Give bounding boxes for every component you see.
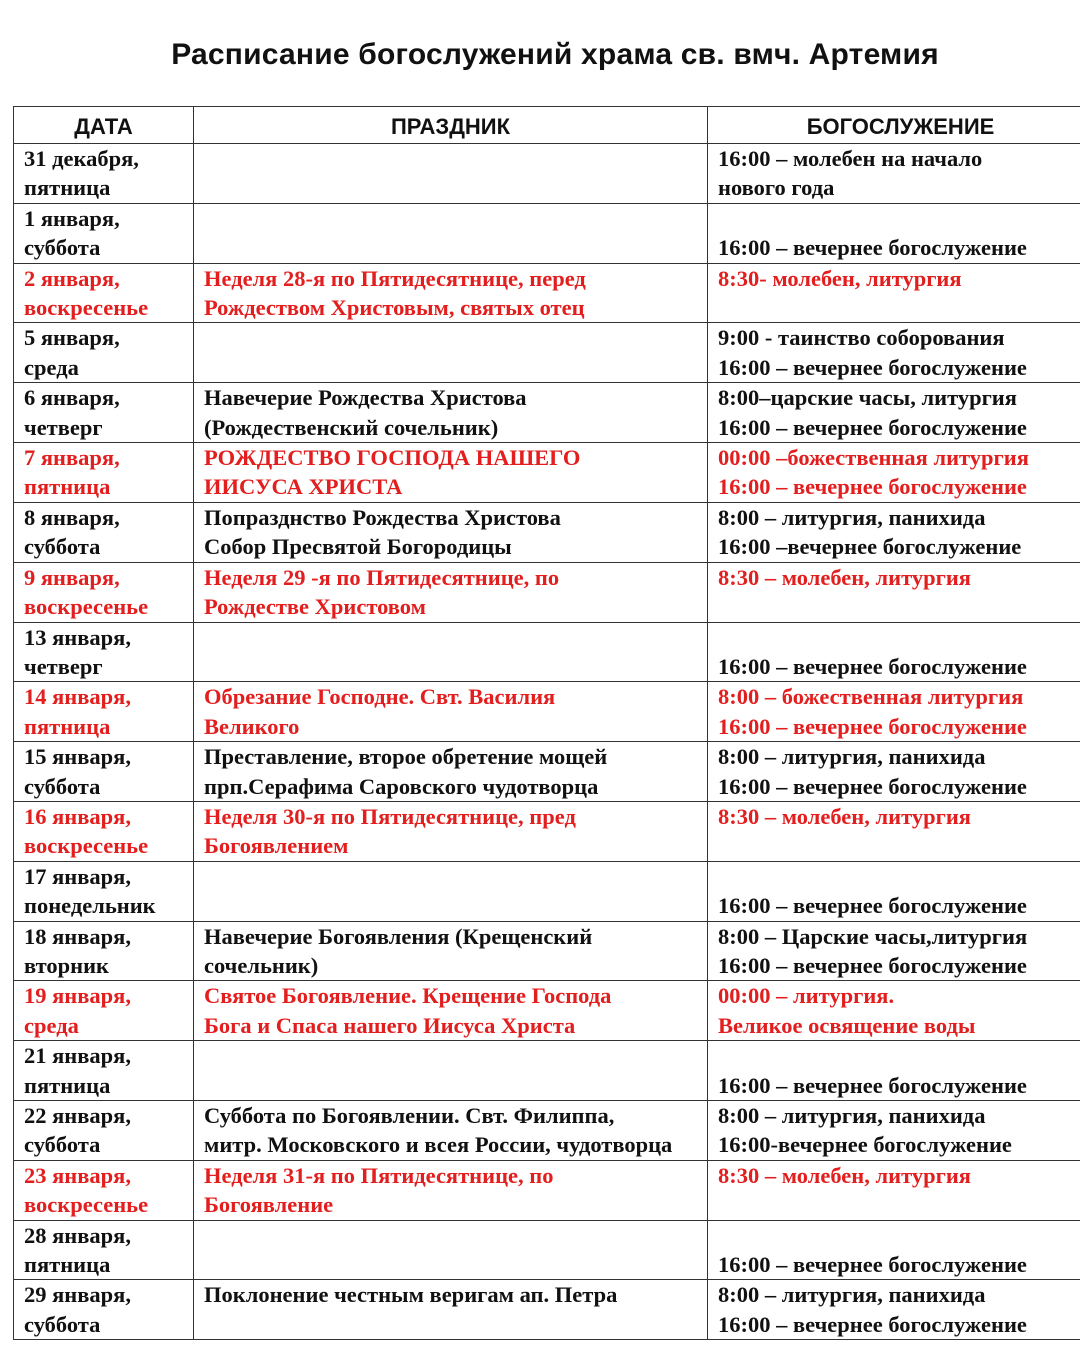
service-line: 16:00 – вечернее богослужение bbox=[718, 235, 1027, 261]
feast-cell bbox=[194, 1101, 708, 1161]
service-line: 16:00 – вечернее богослужение bbox=[718, 1252, 1027, 1278]
feast-cell bbox=[194, 981, 708, 1041]
service-cell bbox=[708, 801, 1080, 861]
date-line: 6 января, bbox=[24, 385, 120, 411]
service-cell bbox=[708, 443, 1080, 503]
table-row bbox=[14, 263, 1080, 323]
date-line: 1 января, bbox=[24, 205, 120, 231]
table-row bbox=[14, 921, 1080, 981]
table-row bbox=[14, 144, 1080, 204]
service-line: 16:00 – вечернее богослужение bbox=[718, 1311, 1027, 1337]
feast-line: Рождеством Христовым, святых отец bbox=[204, 295, 585, 321]
table-row bbox=[14, 1220, 1080, 1280]
feast-cell bbox=[194, 443, 708, 503]
date-cell bbox=[14, 921, 194, 981]
service-line: 00:00 –божественная литургия bbox=[718, 445, 1029, 471]
service-cell bbox=[708, 1101, 1080, 1161]
date-line: среда bbox=[24, 1012, 79, 1038]
service-cell bbox=[708, 682, 1080, 742]
service-cell bbox=[708, 981, 1080, 1041]
service-line: 16:00 –вечернее богослужение bbox=[718, 534, 1022, 560]
date-line: суббота bbox=[24, 534, 101, 560]
feast-line: Попразднство Рождества Христова bbox=[204, 504, 561, 530]
service-line: 8:00 – литургия, панихида bbox=[718, 1282, 986, 1308]
feast-cell bbox=[194, 562, 708, 622]
feast-line: сочельник) bbox=[204, 952, 319, 978]
service-cell bbox=[708, 1160, 1080, 1220]
feast-line: Богоявлением bbox=[204, 833, 349, 859]
feast-cell bbox=[194, 1160, 708, 1220]
date-line: 16 января, bbox=[24, 803, 131, 829]
date-line: 8 января, bbox=[24, 504, 120, 530]
date-line: суббота bbox=[24, 1311, 101, 1337]
feast-line: Бога и Спаса нашего Иисуса Христа bbox=[204, 1012, 576, 1038]
feast-line: Богоявление bbox=[204, 1192, 334, 1218]
table-row bbox=[14, 861, 1080, 921]
table-row bbox=[14, 502, 1080, 562]
service-cell bbox=[708, 742, 1080, 802]
table-row bbox=[14, 1160, 1080, 1220]
service-line: 8:00–царские часы, литургия bbox=[718, 385, 1017, 411]
date-line: 13 января, bbox=[24, 624, 131, 650]
feast-line: Рождестве Христовом bbox=[204, 594, 426, 620]
date-cell bbox=[14, 562, 194, 622]
table-row bbox=[14, 383, 1080, 443]
date-cell bbox=[14, 981, 194, 1041]
date-line: воскресенье bbox=[24, 1192, 149, 1218]
date-line: четверг bbox=[24, 414, 103, 440]
feast-cell bbox=[194, 383, 708, 443]
service-line: 9:00 - таинство соборования bbox=[718, 325, 1005, 351]
service-line: 8:30 – молебен, литургия bbox=[718, 1162, 971, 1188]
service-line: 16:00 – вечернее богослужение bbox=[718, 354, 1027, 380]
date-cell bbox=[14, 323, 194, 383]
date-line: 29 января, bbox=[24, 1282, 131, 1308]
date-line: четверг bbox=[24, 653, 103, 679]
date-line: воскресенье bbox=[24, 295, 149, 321]
service-line: 8:00 – божественная литургия bbox=[718, 684, 1024, 710]
table-row bbox=[14, 682, 1080, 742]
service-cell bbox=[708, 263, 1080, 323]
feast-cell bbox=[194, 1220, 708, 1280]
service-line: 16:00 – вечернее богослужение bbox=[718, 414, 1027, 440]
service-cell bbox=[708, 921, 1080, 981]
feast-cell bbox=[194, 263, 708, 323]
feast-cell bbox=[194, 1280, 708, 1340]
feast-line: Поклонение честным веригам ап. Петра bbox=[204, 1282, 618, 1308]
table-row bbox=[14, 981, 1080, 1041]
date-line: воскресенье bbox=[24, 594, 149, 620]
date-cell bbox=[14, 1280, 194, 1340]
header-date: ДАТА bbox=[14, 107, 194, 144]
feast-line: Обрезание Господне. Свт. Василия bbox=[204, 684, 556, 710]
service-line: 16:00 – вечернее богослужение bbox=[718, 713, 1027, 739]
date-cell bbox=[14, 1041, 194, 1101]
service-line: 16:00 – вечернее богослужение bbox=[718, 952, 1027, 978]
service-cell bbox=[708, 144, 1080, 204]
service-cell bbox=[708, 1280, 1080, 1340]
service-cell bbox=[708, 562, 1080, 622]
service-cell bbox=[708, 1220, 1080, 1280]
table-row bbox=[14, 323, 1080, 383]
feast-cell bbox=[194, 801, 708, 861]
date-cell bbox=[14, 383, 194, 443]
date-cell bbox=[14, 742, 194, 802]
date-cell bbox=[14, 144, 194, 204]
table-row bbox=[14, 443, 1080, 503]
date-line: 9 января, bbox=[24, 564, 120, 590]
date-line: понедельник bbox=[24, 893, 156, 919]
feast-line: прп.Серафима Саровского чудотворца bbox=[204, 773, 599, 799]
date-line: 19 января, bbox=[24, 983, 131, 1009]
service-line: 16:00 – вечернее богослужение bbox=[718, 1072, 1027, 1098]
date-cell bbox=[14, 443, 194, 503]
date-cell bbox=[14, 1220, 194, 1280]
table-row bbox=[14, 1041, 1080, 1101]
date-line: 21 января, bbox=[24, 1043, 131, 1069]
date-line: 31 декабря, bbox=[24, 146, 139, 171]
service-line: 8:30 – молебен, литургия bbox=[718, 803, 971, 829]
table-row bbox=[14, 203, 1080, 263]
date-line: 5 января, bbox=[24, 325, 120, 351]
date-cell bbox=[14, 203, 194, 263]
date-line: вторник bbox=[24, 952, 110, 978]
service-cell bbox=[708, 203, 1080, 263]
table-row bbox=[14, 622, 1080, 682]
feast-line: Преставление, второе обретение мощей bbox=[204, 744, 608, 770]
service-line: 8:00 – Царские часы,литургия bbox=[718, 923, 1028, 949]
feast-cell bbox=[194, 203, 708, 263]
feast-cell bbox=[194, 921, 708, 981]
date-line: 23 января, bbox=[24, 1162, 131, 1188]
table-row bbox=[14, 1280, 1080, 1340]
feast-cell bbox=[194, 861, 708, 921]
date-line: 18 января, bbox=[24, 923, 131, 949]
table-row bbox=[14, 562, 1080, 622]
feast-line: Неделя 28-я по Пятидесятнице, перед bbox=[204, 265, 586, 291]
table-row bbox=[14, 742, 1080, 802]
date-line: 2 января, bbox=[24, 265, 120, 291]
service-cell bbox=[708, 323, 1080, 383]
feast-line: Великого bbox=[204, 713, 300, 739]
date-line: 15 января, bbox=[24, 744, 131, 770]
feast-cell bbox=[194, 144, 708, 204]
feast-cell bbox=[194, 323, 708, 383]
service-cell bbox=[708, 502, 1080, 562]
feast-line: Святое Богоявление. Крещение Господа bbox=[204, 983, 612, 1009]
date-line: 28 января, bbox=[24, 1222, 131, 1248]
service-line: 00:00 – литургия. bbox=[718, 983, 895, 1009]
date-line: 17 января, bbox=[24, 863, 131, 889]
service-line: 16:00 – молебен на начало bbox=[718, 146, 983, 171]
service-cell bbox=[708, 1041, 1080, 1101]
date-cell bbox=[14, 1160, 194, 1220]
date-line: пятница bbox=[24, 713, 111, 739]
date-cell bbox=[14, 263, 194, 323]
schedule-table bbox=[13, 106, 1080, 1340]
feast-line: Неделя 31-я по Пятидесятнице, по bbox=[204, 1162, 554, 1188]
service-line: 16:00 – вечернее богослужение bbox=[718, 893, 1027, 919]
date-line: 14 января, bbox=[24, 684, 131, 710]
header-feast: ПРАЗДНИК bbox=[194, 107, 708, 144]
service-line: 8:00 – литургия, панихида bbox=[718, 744, 986, 770]
date-line: пятница bbox=[24, 175, 111, 201]
page-title: Расписание богослужений храма св. вмч. Артемия bbox=[171, 38, 939, 71]
date-line: суббота bbox=[24, 235, 101, 261]
feast-line: Суббота по Богоявлении. Свт. Филиппа, bbox=[204, 1103, 615, 1128]
feast-cell bbox=[194, 502, 708, 562]
date-cell bbox=[14, 801, 194, 861]
date-cell bbox=[14, 502, 194, 562]
service-line: 8:30- молебен, литургия bbox=[718, 265, 962, 291]
service-line: 8:00 – литургия, панихида bbox=[718, 1103, 986, 1128]
feast-cell bbox=[194, 1041, 708, 1101]
feast-cell bbox=[194, 682, 708, 742]
feast-line: Неделя 30-я по Пятидесятнице, пред bbox=[204, 803, 576, 829]
date-line: пятница bbox=[24, 1252, 111, 1278]
service-line: Великое освящение воды bbox=[718, 1012, 976, 1038]
header-service: БОГОСЛУЖЕНИЕ bbox=[708, 107, 1080, 144]
service-line: нового года bbox=[718, 175, 835, 201]
service-line: 16:00 – вечернее богослужение bbox=[718, 773, 1027, 799]
table-header-row bbox=[14, 107, 1080, 144]
date-line: 22 января, bbox=[24, 1103, 131, 1128]
service-line: 16:00 – вечернее богослужение bbox=[718, 653, 1027, 679]
service-line: 16:00 – вечернее богослужение bbox=[718, 474, 1027, 500]
feast-line: РОЖДЕСТВО ГОСПОДА НАШЕГО bbox=[204, 445, 581, 471]
table-row bbox=[14, 801, 1080, 861]
date-line: пятница bbox=[24, 474, 111, 500]
feast-line: Неделя 29 -я по Пятидесятнице, по bbox=[204, 564, 560, 590]
feast-cell bbox=[194, 622, 708, 682]
date-line: 7 января, bbox=[24, 445, 120, 471]
feast-line: Собор Пресвятой Богородицы bbox=[204, 534, 512, 560]
date-cell bbox=[14, 682, 194, 742]
date-line: суббота bbox=[24, 1132, 101, 1158]
service-line: 8:00 – литургия, панихида bbox=[718, 504, 986, 530]
feast-line: Навечерие Богоявления (Крещенский bbox=[204, 923, 593, 949]
date-cell bbox=[14, 1101, 194, 1161]
feast-line: митр. Московского и всея России, чудотворца bbox=[204, 1132, 673, 1158]
feast-cell bbox=[194, 742, 708, 802]
date-line: пятница bbox=[24, 1072, 111, 1098]
service-line: 8:30 – молебен, литургия bbox=[718, 564, 971, 590]
service-cell bbox=[708, 383, 1080, 443]
service-cell bbox=[708, 861, 1080, 921]
feast-line: Навечерие Рождества Христова bbox=[204, 385, 527, 411]
date-line: среда bbox=[24, 354, 79, 380]
date-cell bbox=[14, 622, 194, 682]
date-line: суббота bbox=[24, 773, 101, 799]
feast-line: (Рождественский сочельник) bbox=[204, 414, 499, 440]
feast-line: ИИСУСА ХРИСТА bbox=[204, 474, 403, 500]
date-line: воскресенье bbox=[24, 833, 149, 859]
service-line: 16:00-вечернее богослужение bbox=[718, 1132, 1012, 1158]
table-row bbox=[14, 1101, 1080, 1161]
service-cell bbox=[708, 622, 1080, 682]
date-cell bbox=[14, 861, 194, 921]
